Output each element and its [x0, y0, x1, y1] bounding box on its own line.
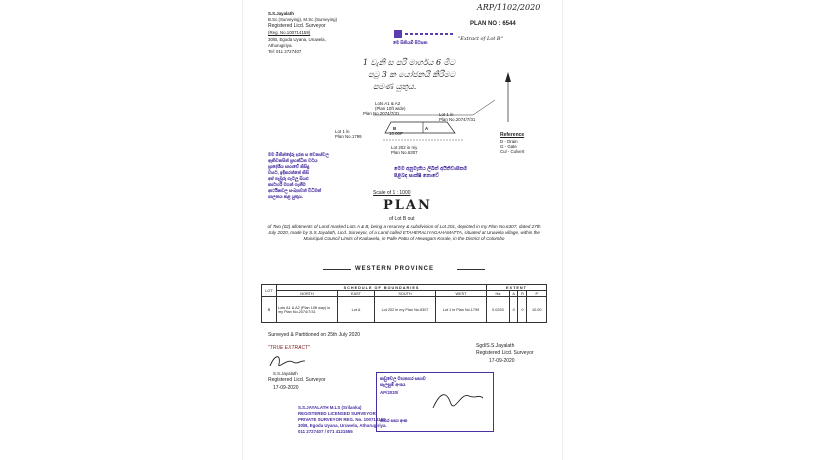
- label-lots-a1-a2: Lots A1 & A2: [375, 101, 401, 106]
- left-stamp-line-3: ප්‍රාදේශීය සභාවේ කිසිඳු: [268, 164, 310, 169]
- plan-number: PLAN NO : 6544: [470, 21, 516, 27]
- label-plan-no-6307: Plan No.6307: [391, 150, 418, 155]
- municipal-stamp-sign: නගර සභා අංක: [380, 418, 408, 423]
- label-lot-1-right: Lot 1 in: [439, 112, 454, 117]
- bottom-stamp-line-4: 30/B, Egoda Uyana, Uruwela, Athurugiriya.: [298, 423, 387, 428]
- municipal-stamp-sub: සැලසුම් අංශය: [380, 382, 406, 387]
- label-lot-1-in: Lot 1 in: [335, 129, 350, 134]
- extract-note: "Extract of Lot B": [458, 36, 503, 42]
- reference-title: Reference: [500, 132, 525, 138]
- right-surveyor-title: Registered Licd. Surveyor: [476, 350, 534, 356]
- col-south: SOUTH: [375, 291, 436, 297]
- row-east: Lot A: [338, 297, 375, 323]
- approval-stamp-line-1: මෙම අනුමැතිය ලිඛිත් අයිතිවාසිකම: [394, 166, 468, 172]
- col-east: EAST: [338, 291, 375, 297]
- col-ha: Ha: [487, 291, 510, 297]
- surveyor-address-1: 30/B, Egoda Uyana, Uruwela,: [268, 37, 326, 42]
- surveyed-date: Surveyed & Partitioned on 25th July 2020: [268, 332, 361, 338]
- col-p: P: [527, 291, 547, 297]
- surveyor-tel: Tel: 011 2727407: [268, 49, 302, 54]
- row-south: Lot 202 in my Plan No.6307: [375, 297, 436, 323]
- label-lot-b-area: 10.00P: [389, 131, 403, 136]
- row-ha: 0.0253: [487, 297, 510, 323]
- reference-gate: G - Gate: [500, 144, 517, 149]
- left-stamp-line-2: ඇතිවනසින් ප්‍රභන්ධිත වටය: [268, 158, 318, 163]
- row-lot: B: [262, 297, 277, 323]
- left-surveyor-name: S.S.Jayalath: [273, 371, 298, 376]
- left-surveyor-title: Registered Licd. Surveyor: [268, 377, 326, 383]
- handwritten-line-1: 1 වැනි ස පරි මාර්ගය 6 මීට: [363, 58, 456, 67]
- approval-stamp-line-2: පිළිබඳ සාක්ෂි නොවේ: [394, 173, 439, 179]
- plan-description: of Two (02) allotments of Land marked Lots A & B, being a resurvey & subdivision of Lot 201, depicted in my Plan No.6307, dated 27th July 2020, made by S.S.Jayalath, Licd. Surveyor, of a Land called ETAHERALIYAGAHAMATTA, situated at Uruwela village, within the Municipal Council Limits of Kaduwela, in Palle Pattu of Hewagam Korale, in the District of Colombo: [267, 224, 541, 241]
- bottom-stamp-line-2: REGISTERED LICENSED SURVEYOR: [298, 411, 376, 416]
- surveyor-name: S.S.Jayalath: [268, 11, 294, 16]
- row-north: Lots A1 & A2 (Plan 10ft way) in my Plan No.2074/7/31: [277, 297, 338, 323]
- left-stamp-line-4: වසට, ඉදිකරන්නේ කිසි: [268, 170, 309, 175]
- label-lot-202: Lot 202 in my: [391, 145, 418, 150]
- label-lot-b: B: [393, 126, 397, 131]
- row-p: 10.00: [527, 297, 547, 323]
- row-west: Lot 1 in Plan No.1799: [436, 297, 487, 323]
- col-r: R: [518, 291, 527, 297]
- handwritten-line-3: පමණ යුතුය.: [373, 82, 417, 91]
- province-label: WESTERN PROVINCE: [355, 266, 435, 272]
- sinhala-stamp-top: මෙ සිතියම් පිටපත: [393, 40, 428, 45]
- extent-title: EXTENT: [487, 285, 547, 291]
- surveyor-title: Registered Licd. Surveyor: [268, 23, 326, 29]
- schedule-title: SCHEDULE OF BOUNDARIES: [277, 285, 487, 291]
- right-surveyor-date: 17-09-2020: [489, 358, 515, 364]
- label-lot-a: A: [425, 126, 429, 131]
- municipal-stamp-title: කඩුවෙල මහනගර සභාව: [380, 376, 426, 381]
- province-rule-right: [457, 269, 485, 270]
- survey-plan-page: [243, 0, 562, 460]
- label-plan-10way: (Plan 10ft wide): [375, 106, 406, 111]
- bottom-stamp-name: S.S.JAYALATH M.LS (Srilanka): [298, 405, 362, 410]
- lot-header: LOT: [262, 285, 277, 297]
- bottom-stamp-line-3: PRIVATE SURVEYOR REG. No. 100714159: [298, 417, 386, 422]
- left-stamp-line-1: මම මිනින්දෝරු දරන ස වෙනස්වල: [268, 152, 329, 157]
- label-plan-no-2074-right: Plan No.2074/7/31: [439, 117, 476, 122]
- surveyor-reg-no: (Reg. No.100714159): [268, 30, 311, 35]
- left-stamp-line-5: අප් ගැඹුරු ගැටලූ සියළු: [268, 176, 309, 181]
- col-a: A: [509, 291, 518, 297]
- right-sgd: Sgd/S.S.Jayalath: [476, 343, 515, 349]
- surveyor-degree: B.Sc.(Surveying), M.Sc.(Surveying): [268, 17, 338, 22]
- handwritten-line-2: පටු 3 ක යෝජනයි කිරිමට: [368, 70, 456, 79]
- reference-culvert: Cul - Culvert: [500, 149, 525, 154]
- municipal-stamp-ref: AP/2020/: [380, 390, 399, 395]
- label-plan-no-1799: Plan No.1799: [335, 134, 362, 139]
- signature-left: [267, 352, 307, 372]
- lot-reference: of Lot B out: [389, 216, 415, 222]
- bottom-stamp-line-5: 011 2727407 / 071 4121555: [298, 429, 353, 434]
- col-west: WEST: [436, 291, 487, 297]
- left-stamp-line-8: පාලනය කළ යුතුය.: [268, 194, 303, 199]
- municipal-signature: [429, 386, 485, 416]
- province-rule-left: [323, 269, 351, 270]
- left-stamp-line-6: කාටහරි මගන් ගැනීම: [268, 182, 306, 187]
- plan-heading: PLAN: [383, 198, 432, 213]
- label-plan-no-2074: Plan No.2074/7/31: [363, 111, 400, 116]
- reference-drain: D - Drain: [500, 139, 518, 144]
- corner-reference: ARP/1102/2020: [477, 3, 541, 12]
- scale-label: Scale of 1 : 1000: [373, 190, 411, 196]
- surveyor-address-2: Athurugiriya.: [268, 43, 293, 48]
- row-r: 0: [518, 297, 527, 323]
- schedule-table: [261, 284, 547, 323]
- left-surveyor-date: 17-09-2020: [273, 385, 299, 391]
- true-extract: "TRUE EXTRACT": [268, 345, 310, 351]
- row-a: 0: [509, 297, 518, 323]
- left-stamp-line-7: ආර්ථිකවල සංඛ්‍යාවන් විධිමත්: [268, 188, 322, 193]
- top-stamp-mark: [393, 28, 463, 40]
- col-north: NORTH: [277, 291, 338, 297]
